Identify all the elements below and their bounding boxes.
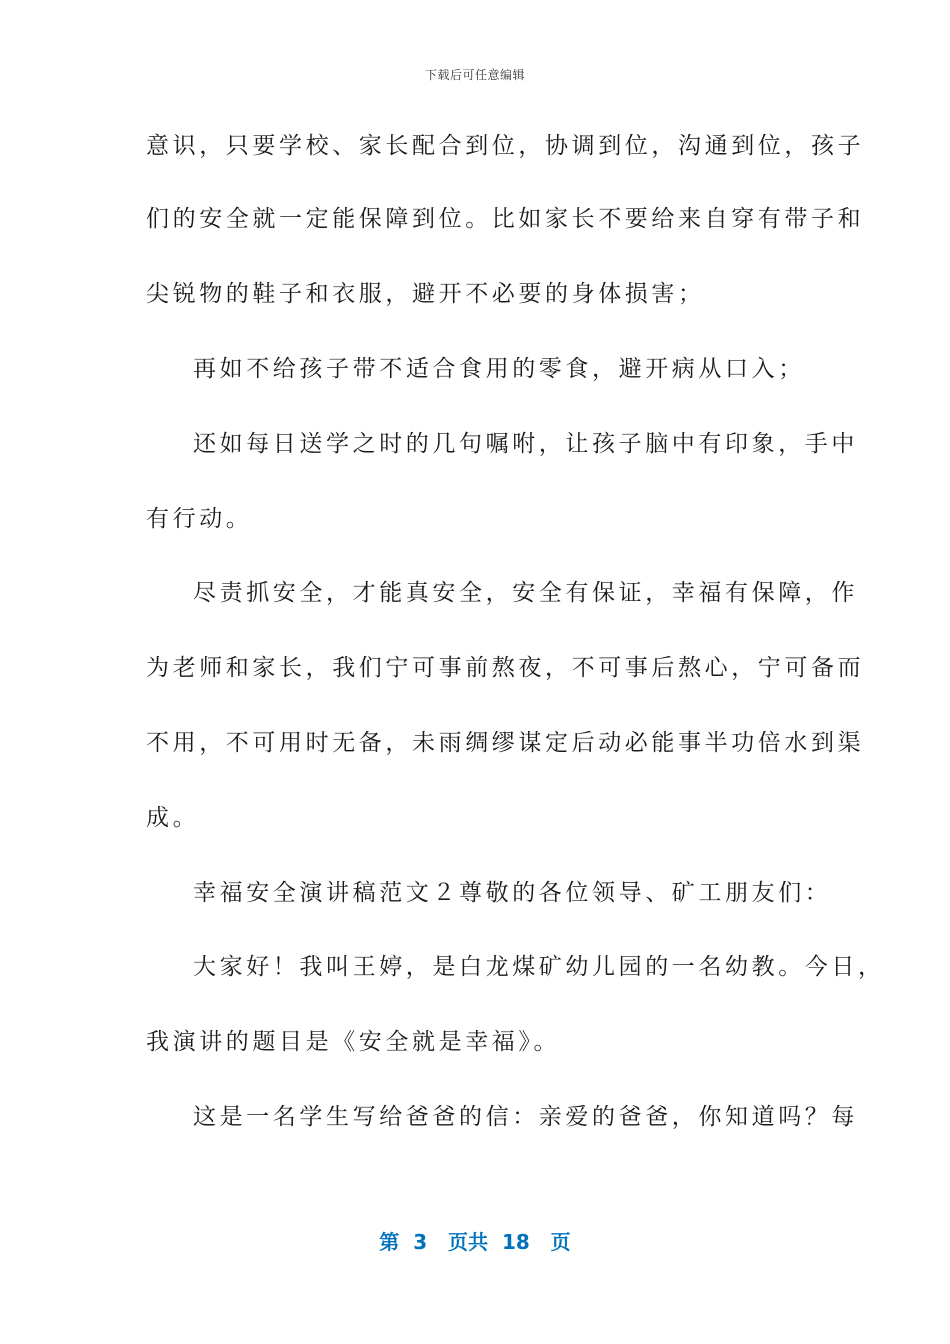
body-line: 我演讲的题目是《安全就是幸福》。: [146, 1029, 561, 1055]
paragraph-line: 大家好！我叫王婷，是白龙煤矿幼儿园的一名幼教。今日，: [193, 954, 885, 980]
body-line: 尖锐物的鞋子和衣服，避开不必要的身体损害；: [146, 281, 705, 307]
body-line: 为老师和家长，我们宁可事前熬夜，不可事后熬心，宁可备而: [146, 655, 865, 681]
body-line: 有行动。: [146, 506, 253, 532]
body-line: 不用，不可用时无备，未雨绸缪谋定后动必能事半功倍水到渠: [146, 730, 865, 756]
paragraph-line: 再如不给孩子带不适合食用的零食，避开病从口入；: [193, 356, 805, 382]
body-line: 成。: [146, 805, 200, 831]
paragraph-line: 尽责抓安全，才能真安全，安全有保证，幸福有保障，作: [193, 580, 858, 606]
body-line: 们的安全就一定能保障到位。比如家长不要给来自穿有带子和: [146, 206, 865, 232]
paragraph-line: 幸福安全演讲稿范文２尊敬的各位领导、矿工朋友们：: [193, 880, 832, 906]
paragraph-line: 还如每日送学之时的几句嘱咐，让孩子脑中有印象，手中: [193, 431, 858, 457]
body-line: 意识，只要学校、家长配合到位，协调到位，沟通到位，孩子: [146, 133, 865, 159]
page-footer: 第 3 页共 18 页: [379, 1230, 571, 1254]
paragraph-line: 这是一名学生写给爸爸的信：亲爱的爸爸，你知道吗？每: [193, 1104, 858, 1130]
page-header: 下载后可任意编辑: [424, 68, 525, 82]
